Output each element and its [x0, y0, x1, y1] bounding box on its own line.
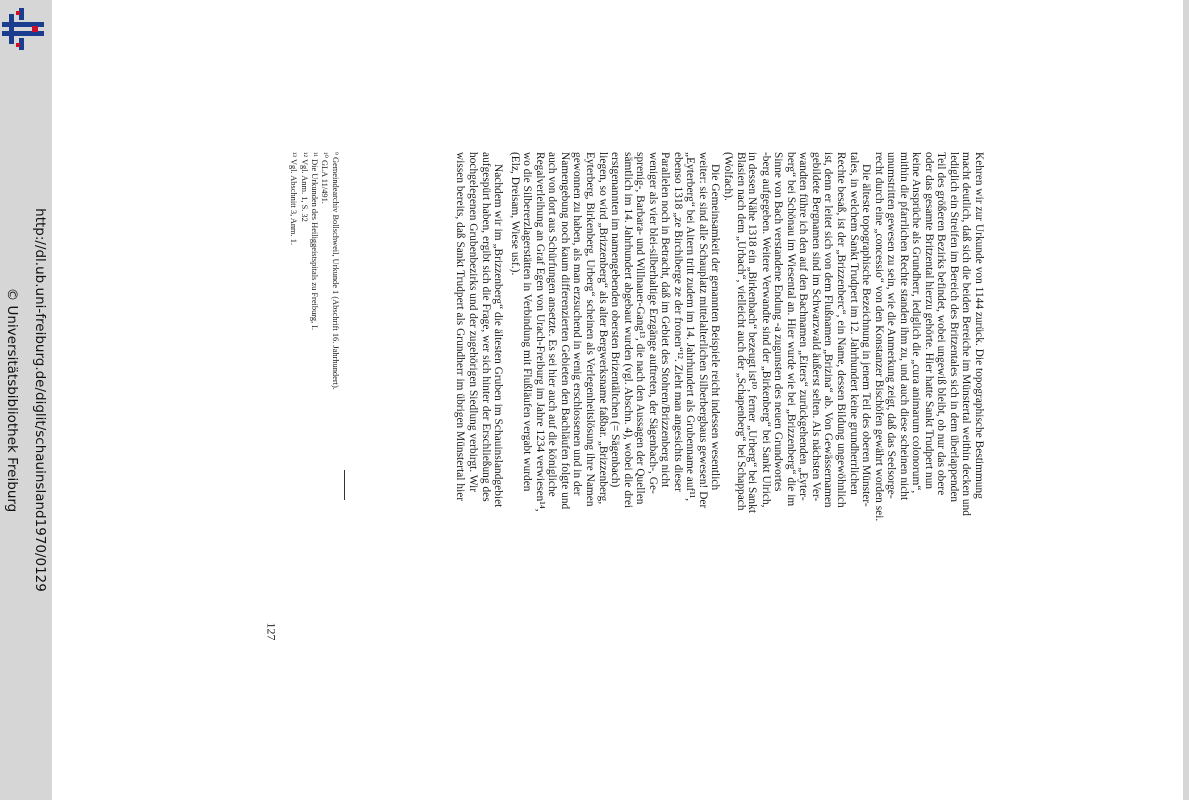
text-line: wandten führe ich den auf den Bachnamen „Eiters“ zurückgehenden „Eyter- — [797, 152, 810, 501]
footnote: ¹⁰ GLA 11/491. — [319, 152, 329, 204]
text-line: macht deutlich, daß sich die beiden Bereiche im Münstertal weithin decken und — [960, 152, 973, 516]
text-line: Teil des größeren Bezirks befindet, wobei ungewiß bleibt, ob nur das obere — [935, 152, 948, 496]
text-line: Blasien nach dem „Urbach“, vielleicht auch der „Schapenberg“ bei Schappach — [734, 152, 747, 511]
text-line: hochgelegenen Grubenbezirks und der zugehörigen Siedlung verbirgt. Wir — [467, 152, 479, 493]
text-line: sprenig-, Barbara- und Willnauer-Gang¹³, die nach den Aussagen der Quellen — [634, 152, 647, 505]
text-line: in dessen Nähe 1318 ein „Birkenbach“ bezeugt ist¹⁰, ferner „Urberg“ bei Sankt — [746, 152, 759, 514]
text-line: Regalverleihung an Graf Egen von Urach-Freiburg im Jahre 1234 verwiesen¹⁴, — [533, 152, 546, 512]
text-line: oder das gesamte Britzental hierzu gehörte. Hier hatte Sankt Trudpert nun — [922, 152, 935, 490]
text-line: Rechte besaß, ist der „Brizzenberc“, ein Name, dessen Bildung ungewöhnlich — [834, 152, 847, 508]
viewer-sidebar — [0, 0, 52, 800]
text-line: ist, denn er leitet sich von dem Flußnamen „Brizina“ ab. Von Gewässernamen — [822, 152, 835, 508]
text-line: Eyterberg, Birkenberg, Urberg“ scheinen als Verlegenheitslösung ihre Namen — [583, 152, 596, 507]
footnote: ⁹ Gemeindearchiv Bollschweil, Urkunde 1 (Abschrift 16. Jahrhundert). — [331, 152, 340, 390]
footnote: ¹² Vgl. Anm. 1, S. 32 — [299, 152, 309, 222]
text-line: berg“ bei Schönau im Wiesental an. Hier wurde wie bei „Brizzenberg“ die im — [784, 152, 797, 507]
text-line: Namengebung noch kaum differenzierten Gebieten den Bachläufen folgte und — [558, 152, 571, 510]
footnote: ¹³ Vgl. Abschnitt 3, Anm. 1. — [289, 152, 299, 246]
text-line: weniger als vier blei-silberhaltige Erzgänge auftreten, der Sägenbach-, Ge- — [646, 152, 659, 494]
text-line: weiter: sie sind alle Schauplatz mittelalterlichen Silberbergbaus gewesen! Der — [696, 152, 709, 509]
text-line: recht durch eine „concessio“ von den Konstanzer Bischöfen gewährt worden sei. — [872, 152, 885, 522]
text-line: -berg aufgegeben. Weitere Verwandte sind der „Birkenberg“ bei Sankt Ulrich, — [759, 152, 772, 508]
viewer-right-edge — [1183, 0, 1189, 800]
text-line: wissen bereits, daß Sankt Trudpert als Grundherr im übrigen Münstertal hier — [454, 152, 467, 502]
text-line: ebenso 1318 „ze Birchiberge ze der fronen“¹². Zieht man angesichts dieser — [671, 152, 684, 492]
text-line: keine Ansprüche als Grundherr, lediglich die „cura animarum colonorum“, — [910, 152, 923, 494]
footnote: ¹¹ Die Urkunden des Heiliggeistspitals zu Freiburg, I. — [310, 152, 320, 331]
text-line: Die Gemeinsamkeit der genannten Beispiele reicht indessen wesentlich — [709, 164, 722, 491]
text-line: wo die Silbererzlagerstätten in Verbindung mit Flußläufen vergabt wurden — [521, 152, 534, 492]
text-line: tales, in welchem Sankt Trudpert im 12. Jahrhundert keine grundherrlichen — [847, 152, 860, 495]
text-line: (Wolfach). — [722, 152, 734, 201]
university-logo — [2, 8, 44, 50]
text-line: „Eyterberg“ bei Aitern tritt zudem im 14. Jahrhundert als Grubenname auf¹¹, — [684, 152, 697, 502]
permalink-url[interactable]: http://dl.ub.uni-freiburg.de/diglit/schauinsland1970/0129 — [32, 208, 48, 592]
text-line: Kehren wir zur Urkunde von 1144 zurück. Die topographische Bestimmung — [973, 152, 985, 499]
text-line: Parallelen noch in Betracht, daß im Gebiet des Stohren/Brizzenberg nicht — [659, 152, 672, 488]
text-line: (Elz, Dreisam, Wiese usf.). — [508, 152, 521, 276]
text-line: Sinne von Bach verstandene Endung -a zugunsten des neuen Grundwortes — [772, 152, 785, 492]
text-line: erstgenannten im namengebenden obersten Brizentältchen (= Sägenbach) — [609, 152, 622, 488]
page-number: 127 — [264, 622, 279, 641]
text-line: Die älteste topographische Bezeichnung in jenem Teil des oberen Münster- — [860, 164, 873, 507]
text-line: mithin die pfarrlichen Rechte standen ihm zu, und auch diese scheinen nicht — [897, 152, 910, 501]
text-line: unumstritten gewesen zu sein, wie die Anmerkung zeigt, daß das Seelsorge- — [885, 152, 898, 499]
footnote-rule — [344, 470, 345, 500]
text-line: liegen, so wird „Brizzenberg“ als alter Bergwerksname faßbar. „Brizzenberg, — [596, 152, 609, 505]
text-line: gewonnen zu haben, als man erzsuchend in wenig erschlossenen und in der — [571, 152, 584, 496]
text-line: aufgespürt haben, ergibt sich die Frage, wer sich hinter der Erschließung des — [479, 152, 492, 502]
text-line: gebildete Bergnamen sind im Schwarzwald äußerst selten. Als nächsten Ver- — [809, 152, 822, 502]
text-line: Nachdem wir im „Brizzenberg“ die ältesten Gruben im Schauinslandgebiet — [492, 164, 505, 508]
text-line: sämtlich im 14. Jahrhundert abgebaut wurden (vgl. Abschn. 4), wobei die drei — [621, 152, 634, 509]
text-line: auch von dort aus Schürfungen ansetzte. Es sei hier auch auf die königliche — [546, 152, 559, 497]
copyright-notice: © Universitätsbibliothek Freiburg — [4, 287, 20, 513]
text-line: lediglich ein Streifen im Bereich des Britzentales sich in dem überlappenden — [947, 152, 960, 503]
